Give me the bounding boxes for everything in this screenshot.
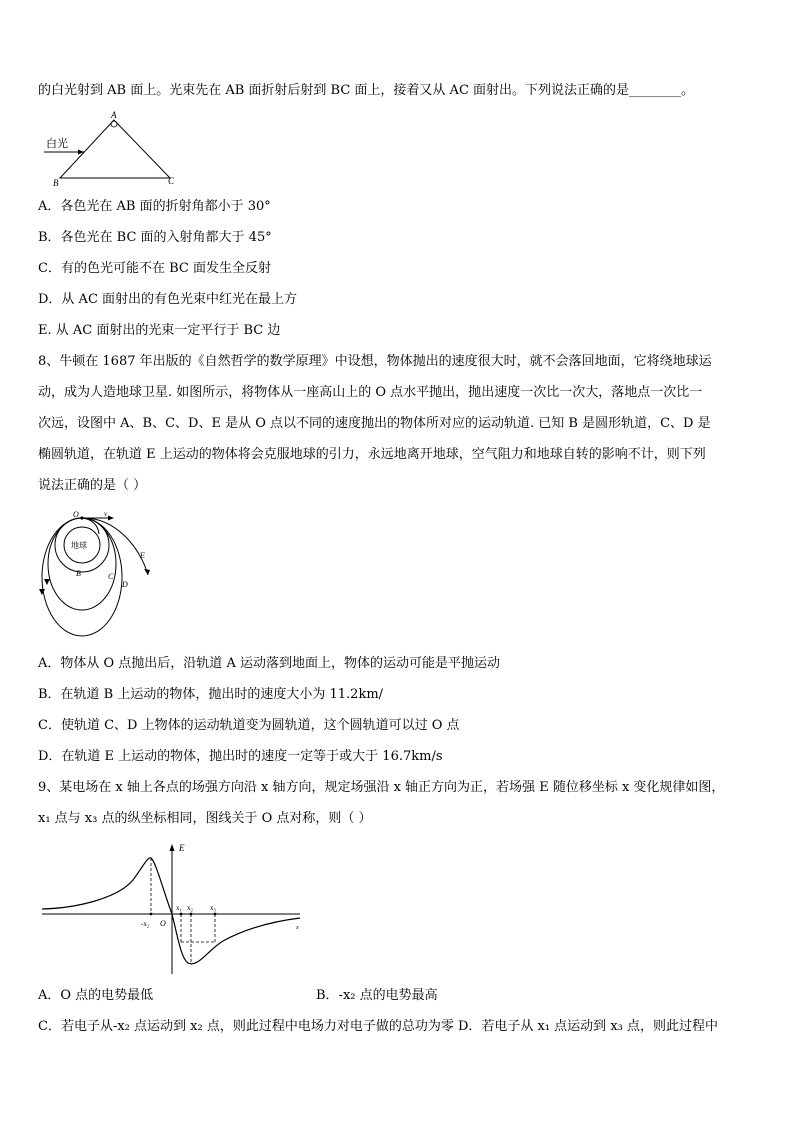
x2-label: x₂ [187,904,193,912]
orbit-b-label: B [76,569,81,578]
q8-option-b: B．在轨道 B 上运动的物体，抛出时的速度大小为 11.2km/ [38,687,384,702]
q9-stem-line: x₁ 点与 x₃ 点的纵坐标相同，图线关于 O 点对称，则（ ） [38,811,372,826]
point-x1 [180,913,183,916]
e-axis-label: E [179,843,185,853]
velocity-label: v [104,510,108,518]
point-neg-x2 [150,913,153,916]
field-graph [38,838,308,978]
prism-triangle [60,120,170,178]
x3-label: x₃ [210,904,216,912]
q8-stem-line: 说法正确的是（ ） [38,478,147,493]
q8-stem-line: 8、牛顿在 1687 年出版的《自然哲学的数学原理》中设想，物体抛出的速度很大时，就不会落回地面，它将绕地球运 [38,354,712,369]
neg-x2-label: -x₂ [141,920,150,928]
vertex-b-label: B [53,178,59,188]
orbit-a [82,518,99,534]
orbit-c [48,518,116,610]
q9-stem-line: 9、某电场在 x 轴上各点的场强方向沿 x 轴方向，规定场强沿 x 轴正方向为正，若场强 E 随位移坐标 x 变化规律如图， [38,780,725,795]
orbit-e-arrow-icon [144,569,150,575]
q8-stem-line: 动，成为人造地球卫星. 如图所示，将物体从一座高山上的 O 点水平抛出，抛出速度一次比一次大，落地点一次比一 [38,385,703,400]
white-light-label: 白光 [46,138,68,150]
vertex-c-label: C [168,176,175,186]
orbit-e [82,518,148,575]
q7-option-b: B．各色光在 BC 面的入射角都大于 45° [38,230,272,245]
q9-option-b: B．-x₂ 点的电势最高 [316,988,438,1003]
velocity-arrow-icon [108,516,114,521]
q7-option-a: A．各色光在 AB 面的折射角都小于 30° [38,199,271,214]
vertex-a-label: A [111,110,117,120]
q7-option-d: D．从 AC 面射出的有色光束中红光在最上方 [38,292,298,307]
q7-option-e: E. 从 AC 面射出的光束一定平行于 BC 边 [38,323,281,338]
point-x3 [214,913,217,916]
e-axis-arrow-icon [170,844,175,851]
q8-option-c: C．使轨道 C、D 上物体的运动轨道变为圆轨道，这个圆轨道可以过 O 点 [38,718,460,733]
q8-stem-line: 椭圆轨道，在轨道 E 上运动的物体将会克服地球的引力，永远地离开地球，空气阻力和地球自转的影响不计，则下列 [38,447,706,462]
field-curve [42,858,300,964]
prism-figure [40,110,190,188]
q8-option-a: A．物体从 O 点抛出后，沿轨道 A 运动落到地面上，物体的运动可能是平抛运动 [38,656,500,671]
origin-label: O [160,919,166,928]
q8-option-d: D．在轨道 E 上运动的物体，抛出时的速度一定等于或大于 16.7km/s [38,749,443,764]
point-o-dot [80,516,83,519]
q9-option-a: A．O 点的电势最低 [38,988,154,1003]
orbit-e-label: E [140,551,145,560]
prism-apex-mark [111,121,117,127]
earth-label: 地球 [71,541,87,550]
x-axis-label: x [296,925,299,931]
orbit-arrow-icon [44,579,50,585]
x1-label: x₁ [176,904,182,912]
q8-stem-line: 次远，设图中 A、B、C、D、E 是从 O 点以不同的速度抛出的物体所对应的运动轨道. 已知 B 是圆形轨道，C、D 是 [38,416,711,431]
q7-option-c: C．有的色光可能不在 BC 面发生全反射 [38,261,271,276]
point-o-label: O [73,510,79,519]
point-x2 [190,913,193,916]
orbit-c-label: C [108,572,114,581]
q7-intro: 的白光射到 AB 面上。光束先在 AB 面折射后射到 BC 面上，接着又从 AC 面射出。下列说法正确的是________。 [38,83,695,98]
q9-option-cd: C．若电子从-x₂ 点运动到 x₂ 点，则此过程中电场力对电子做的总功为零 D．若电子从 x₁ 点运动到 x₃ 点，则此过程中 [38,1019,718,1034]
orbit-figure [30,507,160,642]
orbit-d-label: D [122,580,128,589]
